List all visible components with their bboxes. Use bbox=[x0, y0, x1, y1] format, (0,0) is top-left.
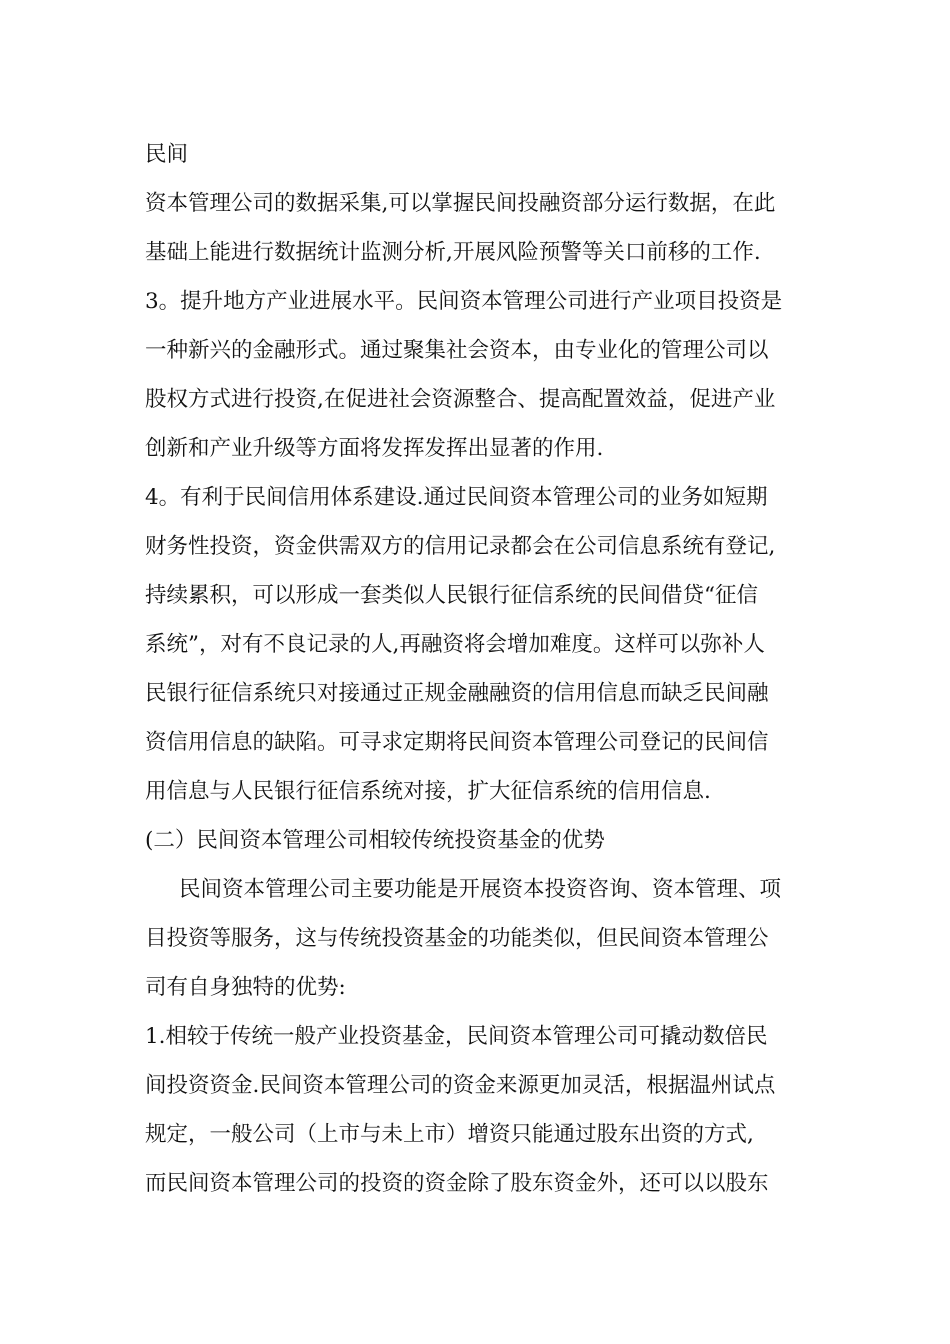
text-line: 民间资本管理公司主要功能是开展资本投资咨询、资本管理、项 bbox=[179, 877, 782, 902]
text-line: 4。有利于民间信用体系建设.通过民间资本管理公司的业务如短期 bbox=[145, 485, 768, 510]
text-line: 基础上能进行数据统计监测分析,开展风险预警等关口前移的工作. bbox=[145, 240, 761, 265]
text-line: 系统”，对有不良记录的人,再融资将会增加难度。这样可以弥补人 bbox=[145, 632, 765, 657]
text-line: 而民间资本管理公司的投资的资金除了股东资金外，还可以以股东 bbox=[145, 1171, 769, 1196]
text-line: 资信用信息的缺陷。可寻求定期将民间资本管理公司登记的民间信 bbox=[145, 730, 769, 755]
text-line: 民银行征信系统只对接通过正规金融融资的信用信息而缺乏民间融 bbox=[145, 681, 769, 706]
text-line: 3。提升地方产业进展水平。民间资本管理公司进行产业项目投资是 bbox=[145, 289, 783, 314]
text-line: 财务性投资，资金供需双方的信用记录都会在公司信息系统有登记, bbox=[145, 534, 776, 559]
text-line: 股权方式进行投资,在促进社会资源整合、提高配置效益，促进产业 bbox=[145, 387, 776, 412]
body-text bbox=[145, 130, 815, 1208]
text-line: 一种新兴的金融形式。通过聚集社会资本，由专业化的管理公司以 bbox=[145, 338, 769, 363]
text-line: 持续累积，可以形成一套类似人民银行征信系统的民间借贷“征信 bbox=[145, 583, 758, 608]
text-line: 民间 bbox=[145, 142, 189, 167]
text-line: 间投资资金.民间资本管理公司的资金来源更加灵活，根据温州试点 bbox=[145, 1073, 776, 1098]
text-line: 司有自身独特的优势: bbox=[145, 975, 346, 1000]
text-line: 用信息与人民银行征信系统对接，扩大征信系统的信用信息. bbox=[145, 779, 711, 804]
text-line: 规定，一般公司（上市与未上市）增资只能通过股东出资的方式, bbox=[145, 1122, 754, 1147]
text-line: 1.相较于传统一般产业投资基金，民间资本管理公司可撬动数倍民 bbox=[145, 1024, 768, 1049]
text-line: 创新和产业升级等方面将发挥发挥出显著的作用. bbox=[145, 436, 604, 461]
section-heading: (二）民间资本管理公司相较传统投资基金的优势 bbox=[145, 828, 605, 853]
text-line: 目投资等服务，这与传统投资基金的功能类似，但民间资本管理公 bbox=[145, 926, 769, 951]
text-line: 资本管理公司的数据采集,可以掌握民间投融资部分运行数据，在此 bbox=[145, 191, 776, 216]
